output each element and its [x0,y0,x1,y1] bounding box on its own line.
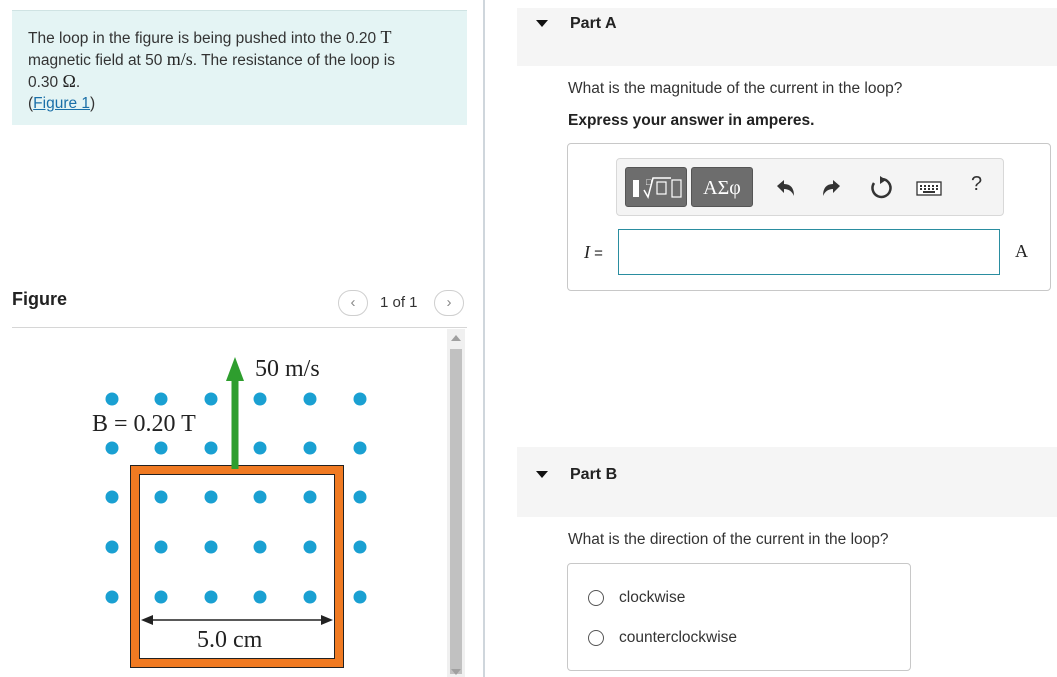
part-a-instruction: Express your answer in amperes. [568,112,815,129]
field-dot [106,393,119,406]
figure-diagram [12,329,447,677]
previous-figure-button[interactable] [338,290,368,316]
field-dot [254,393,267,406]
redo-button[interactable] [818,175,844,201]
problem-statement [12,10,467,125]
field-dot [354,541,367,554]
field-dot [106,541,119,554]
keyboard-button[interactable] [915,175,943,201]
answer-unit: A [1015,241,1028,261]
unit-speed: m/s [166,49,193,69]
problem-text-part: . [75,74,81,91]
field-dot [304,393,317,406]
part-b-question: What is the direction of the current in the loop? [568,531,889,548]
velocity-label: 50 m/s [255,356,320,382]
field-dot [254,442,267,455]
field-dot [155,491,168,504]
part-a-title: Part A [570,15,617,32]
panel-divider [483,0,485,677]
math-toolbar [616,158,1004,216]
field-dot [354,393,367,406]
scroll-up-arrow-icon[interactable] [451,335,461,341]
direction-choices [567,563,911,671]
field-dot [254,591,267,604]
caret-down-icon [536,471,548,478]
part-a-question: What is the magnitude of the current in the loop? [568,80,903,97]
figure-title: Figure [12,289,68,309]
next-figure-button[interactable] [434,290,464,316]
dimension-arrow-right [321,615,333,625]
part-b-title: Part B [570,466,618,483]
figure-pager: 1 of 1 [380,294,418,311]
unit-ohm: Ω [62,71,76,91]
field-dot [155,393,168,406]
field-dot [304,442,317,455]
paren: ) [90,95,96,112]
field-dot [254,491,267,504]
field-dot [205,591,218,604]
scroll-down-arrow-icon[interactable] [451,669,461,675]
svg-text:□: □ [646,177,652,187]
template-button[interactable] [625,167,687,207]
undo-button[interactable] [773,175,799,201]
reset-button[interactable] [867,175,893,201]
unit-tesla: T [380,27,392,47]
field-dot [205,442,218,455]
field-dot [155,591,168,604]
figure-scrollbar[interactable] [447,329,465,677]
field-dot [304,491,317,504]
answer-variable: I [584,242,590,262]
field-dot [155,541,168,554]
field-dot [254,541,267,554]
field-dot [106,442,119,455]
template-sqrt-icon [626,168,686,208]
field-dot [205,393,218,406]
answer-panel [567,143,1051,291]
problem-text-part: 0.30 [28,74,63,91]
dimension-arrow-left [141,615,153,625]
choice-label: clockwise [619,589,686,606]
velocity-arrow-head [226,357,244,381]
field-dot [205,491,218,504]
field-dot [304,541,317,554]
chevron-right-icon: › [446,294,452,311]
part-a-header[interactable] [517,8,1057,66]
paren: ( [28,95,34,112]
figure-link[interactable]: Figure 1 [33,95,91,112]
scroll-thumb[interactable] [450,349,462,674]
part-b-header[interactable] [517,447,1057,517]
field-dot [205,541,218,554]
problem-text [28,27,451,114]
caret-down-icon [536,20,548,27]
undo-icon [773,175,799,201]
field-dot [354,491,367,504]
field-dot [354,591,367,604]
radio-button[interactable] [588,630,604,646]
field-dot [304,591,317,604]
field-dot [106,591,119,604]
redo-icon [818,175,844,201]
problem-text-part: . The resistance of the loop is [192,52,395,69]
radio-button[interactable] [588,590,604,606]
figure-header [12,288,467,328]
current-answer-input[interactable] [618,229,1000,275]
reset-icon [867,175,893,201]
greek-symbols-button[interactable]: ΑΣφ [691,167,753,207]
problem-text-part: The loop in the figure is being pushed into the 0.20 [28,30,381,47]
figure-image [12,329,447,677]
help-button[interactable]: ? [971,173,983,195]
field-dot [155,442,168,455]
field-dot [354,442,367,455]
answer-label [584,242,603,263]
chevron-left-icon: ‹ [350,294,356,311]
keyboard-icon [915,175,943,201]
choice-label: counterclockwise [619,629,738,646]
answer-equals: = [590,245,603,262]
field-dot [106,491,119,504]
width-label: 5.0 cm [197,627,263,653]
problem-text-part: magnetic field at 50 [28,52,167,69]
field-label: B = 0.20 T [92,411,196,437]
